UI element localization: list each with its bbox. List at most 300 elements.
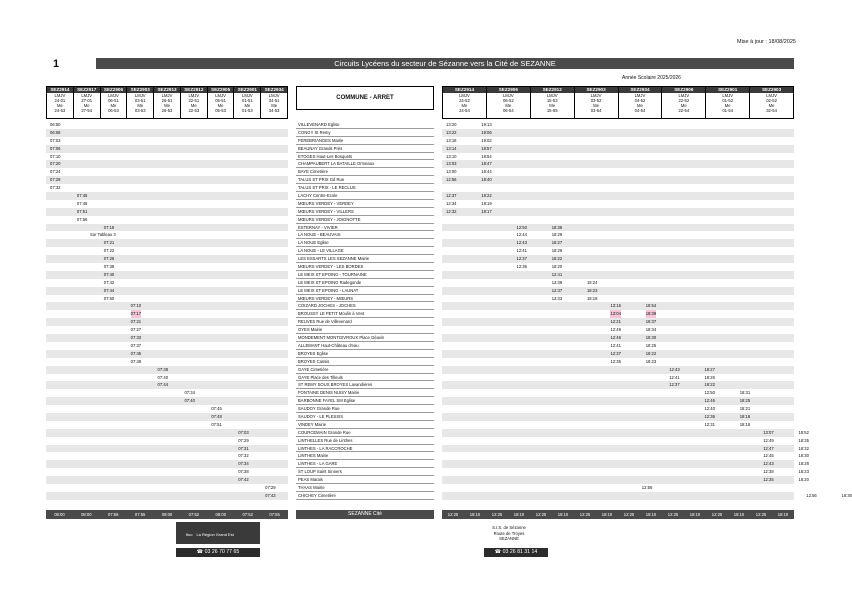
- departure-time: 18:10: [733, 512, 745, 517]
- return-time: 12:41: [516, 248, 527, 254]
- col-code: SEZ2934: [619, 87, 662, 93]
- col-l2: 03-51: [134, 98, 146, 103]
- return-time: 13:14: [446, 145, 457, 151]
- return-time: 12:43: [763, 461, 774, 467]
- departure-time: 18:10: [777, 512, 789, 517]
- table-row: [46, 334, 794, 342]
- col-l1: LMJV: [634, 93, 646, 98]
- departure-time: 07:51: [211, 421, 222, 427]
- left-times: [46, 121, 288, 129]
- left-times: [46, 168, 288, 176]
- right-times: [442, 287, 794, 295]
- arrival-time: 07:55: [134, 512, 146, 517]
- right-times: [442, 405, 794, 413]
- left-times: [46, 160, 288, 168]
- departure-time: 07:03: [238, 429, 249, 435]
- col-l2: 01-52: [722, 98, 734, 103]
- right-times: [442, 342, 794, 350]
- right-times: [442, 295, 794, 303]
- return-time: 12:37: [516, 256, 527, 262]
- commune-header: COMMUNE - ARRET: [296, 86, 434, 110]
- left-col-header: [261, 86, 288, 119]
- left-col-header: [234, 86, 261, 119]
- departure-time: 07:40: [184, 398, 195, 404]
- departure-time: 06:58: [50, 129, 61, 135]
- return-time: 18:20: [551, 264, 563, 270]
- timetable: [46, 121, 852, 500]
- right-times: [442, 334, 794, 342]
- stop-name: LA NOUE Eglise: [296, 239, 434, 247]
- right-times: [442, 176, 794, 184]
- table-row: [46, 295, 794, 303]
- return-time: 13:16: [610, 303, 621, 309]
- right-times: [442, 484, 794, 492]
- col-code: SEZ2914: [443, 87, 486, 93]
- col-l3: Me: [680, 103, 687, 108]
- table-row: [46, 358, 794, 366]
- right-times: [442, 208, 794, 216]
- left-times: [46, 192, 288, 200]
- stop-name: LA NOUE - LE VILLAGE: [296, 247, 434, 255]
- return-time: 12:41: [610, 342, 621, 348]
- return-time: 18:28: [798, 461, 809, 467]
- return-time: 18:32: [798, 445, 809, 451]
- right-times: [442, 153, 794, 161]
- stop-name: ST REMY SOUS BROYES Lavandières: [296, 381, 434, 389]
- right-times: [442, 326, 794, 334]
- phone-icon: ☎: [196, 549, 205, 555]
- stop-name: VILLEVENARD Eglise: [296, 121, 434, 129]
- return-time: 12:45: [763, 453, 774, 459]
- left-times: [46, 208, 288, 216]
- departure-time: 07:26: [103, 256, 115, 262]
- departure-time: 07:20: [50, 161, 61, 167]
- right-times: [442, 279, 794, 287]
- departure-time: 07:45: [76, 193, 88, 199]
- phone-right: [484, 548, 548, 557]
- table-row: [46, 137, 794, 145]
- col-l1: LMJV: [268, 93, 280, 98]
- col-l1: LMJV: [722, 93, 734, 98]
- right-times: [442, 358, 794, 366]
- col-l4: 06-53: [108, 108, 119, 113]
- departure-time: 07:45: [130, 350, 142, 356]
- return-time: 12:56: [641, 484, 653, 490]
- left-times: [46, 452, 288, 460]
- table-row: [46, 121, 794, 129]
- table-row: [46, 176, 794, 184]
- departure-time: 12:25: [667, 512, 679, 517]
- col-code: SEZ2906: [662, 87, 705, 93]
- right-times: [442, 263, 794, 271]
- right-times: [442, 366, 794, 374]
- stop-name: CHAMPAUBERT LA BATAILLE Ormeaux: [296, 160, 434, 168]
- table-row: [46, 302, 794, 310]
- stop-name: FEREBRIANGES Mairie: [296, 137, 434, 145]
- col-l4: 01-53: [242, 108, 253, 113]
- left-times: [46, 366, 288, 374]
- left-times: [46, 200, 288, 208]
- left-times: [46, 247, 288, 255]
- table-row: [46, 460, 809, 468]
- left-times: [46, 468, 288, 476]
- stop-name: BEAUNAY Grands Près: [296, 145, 434, 153]
- return-time: 18:39: [645, 311, 657, 317]
- col-l1: LMJV: [108, 93, 119, 98]
- return-time: 12:43: [669, 366, 680, 372]
- table-row: [46, 200, 794, 208]
- table-row: [46, 255, 794, 263]
- col-l1: LMJV: [161, 93, 173, 98]
- update-date: Mise à jour : 18/08/2025: [736, 39, 796, 45]
- left-times: [46, 389, 288, 397]
- right-col-header: [619, 86, 663, 119]
- departure-time: 07:06: [50, 145, 61, 151]
- return-time: 18:31: [739, 390, 751, 396]
- left-times: [46, 429, 288, 437]
- col-l2: 04-52: [634, 98, 646, 103]
- return-time: 12:39: [551, 279, 563, 285]
- left-times: [46, 263, 288, 271]
- footer-left-arrivals: [46, 510, 288, 519]
- right-times: [442, 476, 809, 484]
- left-times: [46, 492, 288, 500]
- left-times: [46, 318, 288, 326]
- return-time: 18:30: [841, 492, 852, 498]
- departure-time: 12:25: [623, 512, 635, 517]
- contact-line1: S.I.S. de Sézanne: [492, 525, 526, 530]
- col-l4: 22-54: [678, 108, 690, 113]
- right-col-header: [750, 86, 794, 119]
- logo-brand: fluo: [186, 532, 193, 537]
- col-l1: LMJV: [766, 93, 777, 98]
- table-row: [46, 216, 794, 224]
- return-time: 13:20: [446, 122, 457, 127]
- return-time: 12:56: [806, 492, 817, 498]
- stop-name: SAUDOY Grande Rue: [296, 405, 434, 413]
- col-l4: 27-54: [81, 108, 93, 113]
- left-col-header: [74, 86, 101, 119]
- departure-time: 07:38: [238, 469, 249, 475]
- right-times: [442, 129, 794, 137]
- stop-name: MŒURS VERDEY - JOIGNOTTE: [296, 216, 434, 224]
- return-time: 13:04: [610, 311, 621, 317]
- return-time: 12:50: [704, 390, 715, 396]
- table-row: [46, 405, 794, 413]
- arrival-time: 07:52: [188, 512, 200, 517]
- return-time: 18:18: [586, 295, 598, 301]
- col-l2: 22-51: [188, 98, 200, 103]
- left-times: [46, 421, 288, 429]
- col-l1: LMJV: [242, 93, 253, 98]
- departure-time: 07:50: [103, 295, 115, 301]
- col-code: SEZ2912: [531, 87, 574, 93]
- return-time: 18:26: [551, 248, 563, 254]
- return-time: 18:35: [798, 437, 809, 443]
- col-l1: LMJV: [54, 93, 66, 98]
- right-times: [442, 302, 794, 310]
- col-l1: LMJV: [81, 93, 93, 98]
- departure-time: 07:38: [103, 264, 115, 270]
- stop-name: SAUDOY - LE PLESSIS: [296, 413, 434, 421]
- stop-name: FONTAINE DENIS NUISY Mairie: [296, 389, 434, 397]
- departure-time: 07:03: [50, 137, 61, 143]
- return-time: 18:20: [798, 477, 809, 483]
- table-row: [46, 397, 794, 405]
- fluo-logo: [176, 522, 260, 544]
- departure-time: 07:48: [76, 200, 88, 206]
- return-time: 12:21: [610, 319, 621, 325]
- departure-time: 07:40: [103, 271, 115, 277]
- col-l2: 27-01: [81, 98, 93, 103]
- return-time: 12:35: [610, 358, 621, 364]
- departure-time: 18:10: [689, 512, 701, 517]
- left-times: [46, 295, 288, 303]
- return-time: 12:43: [516, 240, 527, 246]
- return-time: 12:37: [551, 287, 563, 293]
- stop-name: PEAS Marais: [296, 476, 434, 484]
- stop-name: LACHY Centre-Ecole: [296, 192, 434, 200]
- right-times: [442, 413, 794, 421]
- col-l2: 02-52: [766, 98, 777, 103]
- left-times: [46, 184, 288, 192]
- departure-time: 07:34: [238, 461, 249, 467]
- departure-time: 07:10: [50, 153, 61, 159]
- return-time: 13:22: [446, 129, 457, 135]
- right-times: [442, 492, 852, 500]
- col-code: SEZ2906: [487, 87, 530, 93]
- col-l4: 24-54: [459, 108, 470, 113]
- departure-time: 07:31: [238, 445, 249, 451]
- return-time: 12:49: [763, 437, 774, 443]
- left-times: [46, 153, 288, 161]
- right-col-header: [575, 86, 619, 119]
- right-times: [442, 389, 794, 397]
- col-l4: 03-54: [590, 108, 602, 113]
- logo-sub: La Région Grand Est: [196, 532, 234, 537]
- departure-time: 07:43: [265, 492, 276, 498]
- left-times: [46, 326, 288, 334]
- departure-time: 07:32: [50, 185, 61, 191]
- departure-time: 07:44: [103, 287, 115, 293]
- return-time: 12:46: [704, 398, 715, 404]
- col-l2: 24-52: [459, 98, 470, 103]
- col-l2: 26-51: [161, 98, 173, 103]
- table-row: [46, 492, 852, 500]
- right-times: [442, 137, 794, 145]
- stop-name: LE MEIX ST EPOING Radegonde: [296, 279, 434, 287]
- right-times: [442, 421, 794, 429]
- arrival-time: 08:00: [161, 512, 173, 517]
- stop-name: OYES Mairie: [296, 326, 434, 334]
- return-time: 19:13: [481, 122, 492, 127]
- phone-left: [176, 548, 260, 557]
- col-l4: 05-53: [215, 108, 226, 113]
- departure-time: 07:40: [157, 374, 169, 380]
- table-row: [46, 468, 809, 476]
- stop-name: TALUS ST PRIX Gd Rue: [296, 176, 434, 184]
- col-l3: Me: [271, 103, 278, 108]
- contact-line3: SEZANNE: [499, 536, 519, 541]
- right-column-headers: [442, 86, 794, 119]
- return-time: 13:03: [446, 161, 457, 167]
- col-l2: 05-51: [215, 98, 226, 103]
- stop-name: LINTHES - LA RACCROCHE: [296, 445, 434, 453]
- left-times: [46, 342, 288, 350]
- departure-time: 18:10: [601, 512, 613, 517]
- right-col-header: [662, 86, 706, 119]
- left-times: [46, 374, 288, 382]
- left-times: [46, 239, 288, 247]
- left-times: [46, 271, 288, 279]
- right-times: [442, 121, 794, 129]
- left-column-headers: [46, 86, 288, 119]
- return-time: 18:52: [798, 429, 809, 435]
- stop-name: BARBONNE FAYEL SM Eglise: [296, 397, 434, 405]
- return-time: 18:22: [704, 382, 715, 388]
- right-times: [442, 381, 794, 389]
- return-time: 18:34: [645, 327, 657, 333]
- col-l4: 22-53: [188, 108, 200, 113]
- return-time: 18:26: [704, 374, 715, 380]
- departure-time: 07:28: [50, 177, 61, 183]
- table-row: [46, 239, 794, 247]
- right-times: [442, 350, 794, 358]
- return-time: 18:36: [551, 224, 563, 230]
- left-times: [46, 302, 288, 310]
- col-l2: 06-51: [108, 98, 119, 103]
- table-row: [46, 168, 794, 176]
- col-l2: 24-01: [54, 98, 66, 103]
- col-l1: LMJV: [134, 93, 146, 98]
- table-row: [46, 279, 794, 287]
- left-times: [46, 405, 288, 413]
- departure-time: 07:22: [103, 248, 115, 254]
- return-time: 18:21: [739, 406, 751, 412]
- right-times: [442, 168, 794, 176]
- right-times: [442, 445, 809, 453]
- left-times: [46, 310, 288, 318]
- right-col-header: [442, 86, 487, 119]
- left-times: [46, 350, 288, 358]
- col-l1: LMJV: [678, 93, 690, 98]
- col-l1: LMJV: [459, 93, 470, 98]
- arrival-time: 07:52: [242, 512, 253, 517]
- departure-time: 18:10: [469, 512, 481, 517]
- arrival-time: 08:00: [54, 512, 65, 517]
- left-times: [46, 279, 288, 287]
- right-times: [442, 255, 794, 263]
- contact-block: [474, 525, 544, 542]
- stop-name: GAYE Place des Tilleuls: [296, 374, 434, 382]
- left-col-header: [46, 86, 74, 119]
- departure-time: 07:48: [130, 358, 142, 364]
- return-time: 12:46: [610, 335, 621, 341]
- right-times: [442, 429, 809, 437]
- col-l1: LMJV: [502, 93, 514, 98]
- col-l4: 03-53: [134, 108, 146, 113]
- page-number: 1: [53, 58, 60, 70]
- departure-time: 12:25: [711, 512, 723, 517]
- left-col-header: [181, 86, 208, 119]
- return-time: 19:02: [481, 137, 492, 143]
- col-l3: Me: [768, 103, 775, 108]
- right-times: [442, 374, 794, 382]
- col-l2: 03-52: [590, 98, 602, 103]
- stop-name: MŒURS VERDEY - LES BORDES: [296, 263, 434, 271]
- return-time: 12:37: [610, 350, 621, 356]
- return-time: 18:22: [481, 193, 492, 199]
- col-l4: 26-53: [161, 108, 173, 113]
- left-times: [46, 476, 288, 484]
- col-l3: Me: [637, 103, 643, 108]
- table-row: [46, 224, 794, 232]
- stop-name: MŒURS VERDEY - VILLERS: [296, 208, 434, 216]
- col-l2: 15-53: [546, 98, 558, 103]
- return-time: 18:25: [739, 398, 751, 404]
- departure-time: 07:18: [103, 224, 115, 230]
- departure-time: 07:34: [184, 390, 195, 396]
- stop-name: COURCEMAIN Grande Rue: [296, 429, 434, 437]
- return-time: 13:18: [446, 137, 457, 143]
- col-code: SEZ2912: [181, 87, 207, 93]
- col-l3: Me: [56, 103, 63, 108]
- departure-time: 07:37: [130, 342, 142, 348]
- table-row: [46, 129, 794, 137]
- stop-name: MŒURS VERDEY - VERDEY: [296, 200, 434, 208]
- return-time: 18:47: [481, 161, 492, 167]
- table-row: [46, 310, 794, 318]
- right-times: [442, 468, 809, 476]
- col-l1: LMJV: [546, 93, 558, 98]
- return-time: 18:19: [481, 200, 492, 206]
- return-time: 13:07: [763, 429, 774, 435]
- return-time: 12:37: [669, 382, 680, 388]
- stop-name: BROYES Eglise: [296, 350, 434, 358]
- right-times: [442, 216, 794, 224]
- stop-name: LA NOUE - BEAUVAIS: [296, 231, 434, 239]
- col-code: SEZ2934: [261, 87, 287, 93]
- return-time: 18:16: [739, 421, 751, 427]
- arrival-time: 08:00: [215, 512, 227, 517]
- departure-time: 07:42: [238, 477, 249, 483]
- left-times: [46, 224, 288, 232]
- return-time: 18:30: [798, 453, 809, 459]
- col-l3: Me: [83, 103, 90, 108]
- stop-name: BROYES Cassis: [296, 358, 434, 366]
- contact-line2: Route de Troyes: [493, 530, 525, 536]
- col-l3: Me: [724, 103, 731, 108]
- left-times: [46, 137, 288, 145]
- left-times: [46, 358, 288, 366]
- right-times: [442, 310, 794, 318]
- stop-name: LINTHES Mairie: [296, 452, 434, 460]
- return-time: 18:40: [481, 177, 492, 183]
- departure-time: 12:25: [491, 512, 503, 517]
- departure-time: 12:25: [447, 512, 459, 517]
- right-col-header: [487, 86, 531, 119]
- right-times: [442, 224, 794, 232]
- table-row: [46, 342, 794, 350]
- col-code: SEZ2903: [575, 87, 618, 93]
- left-times: [46, 445, 288, 453]
- left-col-header: [208, 86, 235, 119]
- return-time: 18:27: [551, 240, 563, 246]
- col-l4: 06-54: [502, 108, 514, 113]
- col-l4: 32-54: [766, 108, 777, 113]
- table-row: [46, 318, 794, 326]
- col-l3: Me: [190, 103, 197, 108]
